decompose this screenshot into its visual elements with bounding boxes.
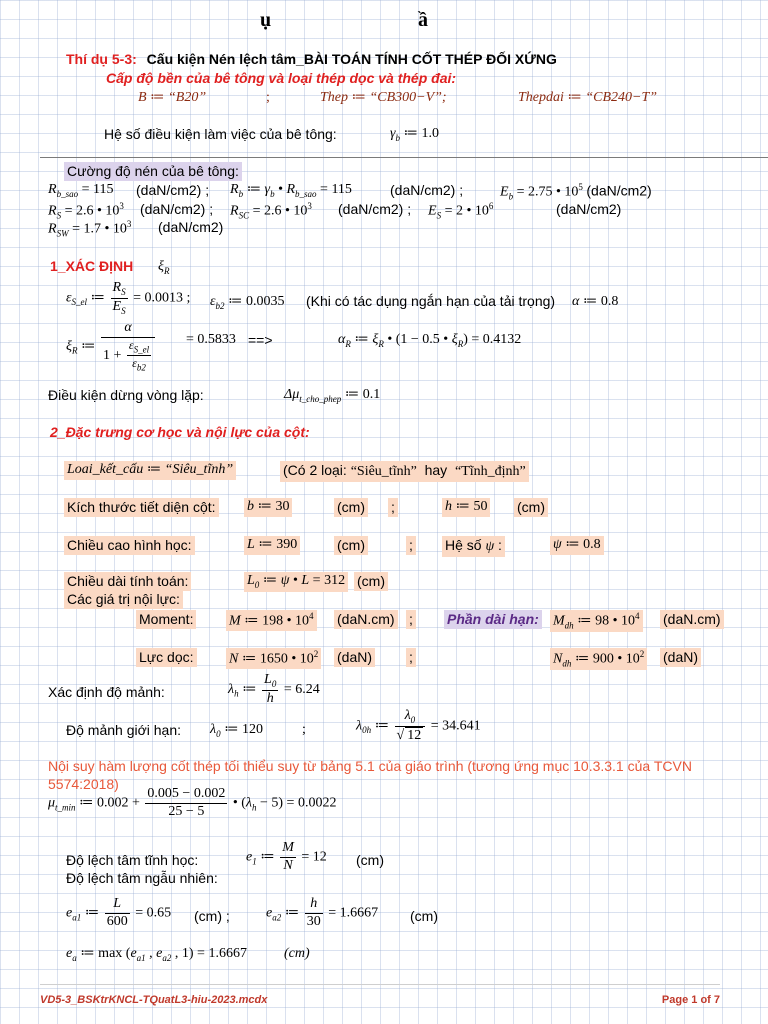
b-value: b ≔ 30 bbox=[244, 498, 292, 517]
unit-Ndh: (daN) bbox=[660, 648, 701, 667]
lambda0h: $\lambda_{0h}$ ≔ $\frac{\lambda_0}{√ 12}$ = 34.641 bbox=[356, 708, 481, 743]
luc-doc-label: Lực dọc: bbox=[136, 648, 197, 667]
M-value: M ≔ 198 • $10^4$ bbox=[226, 610, 317, 631]
page-title bbox=[66, 51, 557, 68]
es: $E_S = 2$ • $10^6$ bbox=[428, 201, 494, 221]
subtitle: Cấp độ bền của bê tông và loại thép dọc và thép đai: bbox=[106, 70, 457, 86]
note-ngan-han: (Khi có tác dụng ngắn hạn của tải trọng) bbox=[306, 293, 556, 309]
ea-value: $e_a$ ≔ $\max (e_{a1}$ , $e_{a2}$ , 1) = 1.6667 bbox=[66, 946, 247, 963]
unit-ea2: (cm) bbox=[410, 908, 438, 924]
unit-M: (daN.cm) bbox=[334, 610, 398, 629]
noi-suy-note-2: 5574:2018) bbox=[48, 776, 119, 792]
Mdh-value: $M_{dh}$ ≔ 98 • $10^4$ bbox=[550, 610, 643, 632]
psi-label: Hệ số ψ : bbox=[442, 536, 505, 557]
chieu-cao-label: Chiều cao hình học: bbox=[64, 536, 195, 555]
semi-L: ; bbox=[406, 536, 416, 555]
header-glyph-right: ầ bbox=[418, 9, 428, 31]
unit-rsc: (daN/cm2) ; bbox=[338, 201, 412, 217]
phan-dai-han-label: Phần dài hạn: bbox=[444, 610, 542, 629]
unit-L0: (cm) bbox=[354, 572, 388, 591]
section2-heading: 2_Đặc trưng cơ học và nội lực của cột: bbox=[50, 424, 310, 440]
unit-h: (cm) bbox=[514, 498, 548, 517]
L0-value: $L_0$ ≔ ψ • L = 312 bbox=[244, 572, 348, 592]
ea1-value: $e_{a1}$ ≔ $\frac{L}{600}$ = 0.65 bbox=[66, 896, 172, 929]
header-glyph-left: ụ bbox=[260, 9, 272, 31]
alpha: α ≔ 0.8 bbox=[572, 294, 619, 309]
unit-rsw: (daN/cm2) bbox=[158, 219, 224, 235]
alpha-r: $\alpha_R$ ≔ $\xi_R$ • (1 − 0.5 • $\xi_R) = 0.4132$ bbox=[338, 332, 522, 349]
unit-ea1: (cm) ; bbox=[194, 908, 230, 924]
h-value: h ≔ 50 bbox=[442, 498, 490, 517]
chieu-dai-label: Chiều dài tính toán: bbox=[64, 572, 191, 591]
rs: $R_S = 2.6$ • $10^3$ bbox=[48, 201, 124, 221]
cuong-do-label: Cường độ nén của bê tông: bbox=[64, 162, 242, 181]
moment-label: Moment: bbox=[136, 610, 196, 629]
dung-label: Điều kiện dừng vòng lặp: bbox=[48, 387, 204, 403]
unit-rb-sao: (daN/cm2) ; bbox=[136, 182, 210, 198]
arrow: ==> bbox=[248, 332, 273, 348]
unit-ea: (cm) bbox=[284, 946, 310, 961]
e1-label: Độ lệch tâm tĩnh học: bbox=[66, 852, 199, 868]
xi-r-symbol: $\xi_R$ bbox=[158, 259, 170, 276]
rsw: $R_{SW} = 1.7$ • $10^3$ bbox=[48, 219, 132, 239]
title-text: Cấu kiện Nén lệch tâm_BÀI TOÁN TÍNH CỐT THÉP ĐỐI XỨNG bbox=[146, 51, 557, 67]
eb: $E_b = 2.75$ • $10^5$ (daN/cm2) bbox=[500, 182, 652, 202]
eps-s-el: $\varepsilon_{S\_el}$ ≔ $\frac{R_S}{E_S}$ = 0.0013 ; bbox=[66, 280, 191, 316]
divider bbox=[40, 157, 768, 158]
sep-1: ; bbox=[266, 90, 270, 105]
loai-ket-cau: Loai_kết_cấu ≔ “Siêu_tĩnh” bbox=[64, 461, 236, 480]
unit-rs: (daN/cm2) ; bbox=[140, 201, 214, 217]
unit-N: (daN) bbox=[334, 648, 375, 667]
rsc: $R_{SC} = 2.6$ • $10^3$ bbox=[230, 201, 312, 221]
ngau-nhien-label: Độ lệch tâm ngẫu nhiên: bbox=[66, 870, 218, 886]
psi-value: ψ ≔ 0.8 bbox=[550, 536, 604, 555]
rb-sao: $R_{b\_sao} = 115$ bbox=[48, 182, 114, 199]
gioi-han-label: Độ mảnh giới hạn: bbox=[66, 722, 182, 738]
unit-L: (cm) bbox=[334, 536, 368, 555]
eps-b2: $\varepsilon_{b2}$ ≔ 0.0035 bbox=[210, 294, 285, 311]
xi-r: $\xi_R$ ≔ α 1 + $\frac{\varepsilon_{S\_el}}{\varepsilon_{b2}}$ bbox=[66, 320, 157, 373]
rb: $R_b$ ≔ $\gamma_b$ • $R_{b\_sao} = 115$ bbox=[230, 182, 352, 199]
Ndh-value: $N_{dh}$ ≔ 900 • $10^2$ bbox=[550, 648, 647, 670]
e1-value: $e_1$ ≔ $\frac{M}{N}$ = 12 bbox=[246, 840, 327, 873]
footer-filename: VD5-3_BSKtrKNCL-TQuatL3-hiu-2023.mcdx bbox=[40, 994, 268, 1006]
do-manh-label: Xác định độ mảnh: bbox=[48, 684, 165, 700]
unit-rb: (daN/cm2) ; bbox=[390, 182, 464, 198]
loai-note: (Có 2 loại: “Siêu_tĩnh” hay “Tĩnh_định” bbox=[280, 461, 529, 482]
unit-b: (cm) bbox=[334, 498, 368, 517]
kich-thuoc-label: Kích thước tiết diện cột: bbox=[64, 498, 219, 517]
lambda-h: $\lambda_h$ ≔ $\frac{L_0}{h}$ = 6.24 bbox=[228, 672, 320, 706]
footer-divider bbox=[40, 984, 720, 985]
semi-b: ; bbox=[388, 498, 398, 517]
delta-mu: $\Delta\mu_{t\_cho\_phep}$ ≔ 0.1 bbox=[284, 387, 381, 404]
title-label: Thí dụ 5-3: bbox=[66, 51, 137, 67]
mu-t-min: $\mu_{t\_min}$ ≔ 0.002 + $\frac{0.005 - 0.002}{25 - 5}$ • $(\lambda_h - 5) = 0.0022$ bbox=[48, 786, 337, 819]
ea2-value: $e_{a2}$ ≔ $\frac{h}{30}$ = 1.6667 bbox=[266, 896, 379, 929]
unit-es: (daN/cm2) bbox=[556, 201, 622, 217]
semi-M: ; bbox=[406, 610, 416, 629]
gamma-b: $\gamma_b$ ≔ 1.0 bbox=[390, 126, 439, 143]
noi-luc-label: Các giá trị nội lực: bbox=[64, 590, 183, 609]
semi-N: ; bbox=[406, 648, 416, 667]
xi-r-value: = 0.5833 bbox=[186, 332, 236, 347]
unit-e1: (cm) bbox=[356, 852, 384, 868]
section1-heading: 1_XÁC ĐỊNH bbox=[50, 258, 134, 274]
b-grade: B ≔ “B20” bbox=[138, 90, 207, 105]
L-value: L ≔ 390 bbox=[244, 536, 300, 555]
thep-grade: Thep ≔ “CB300−V”; bbox=[320, 90, 447, 105]
unit-Mdh: (daN.cm) bbox=[660, 610, 724, 629]
footer-page: Page 1 of 7 bbox=[661, 994, 720, 1006]
lambda0: $\lambda_0$ ≔ 120 bbox=[210, 722, 264, 739]
noi-suy-note: Nội suy hàm lượng cốt thép tối thiểu suy từ bảng 5.1 của giáo trình (tương ứng mục 10.3.3.1 của TCVN bbox=[48, 758, 692, 774]
sep-lambda: ; bbox=[302, 722, 306, 737]
he-so-label: Hệ số điều kiện làm việc của bê tông: bbox=[104, 126, 337, 142]
thepdai-grade: Thepdai ≔ “CB240−T” bbox=[518, 90, 658, 105]
N-value: N ≔ 1650 • $10^2$ bbox=[226, 648, 321, 669]
